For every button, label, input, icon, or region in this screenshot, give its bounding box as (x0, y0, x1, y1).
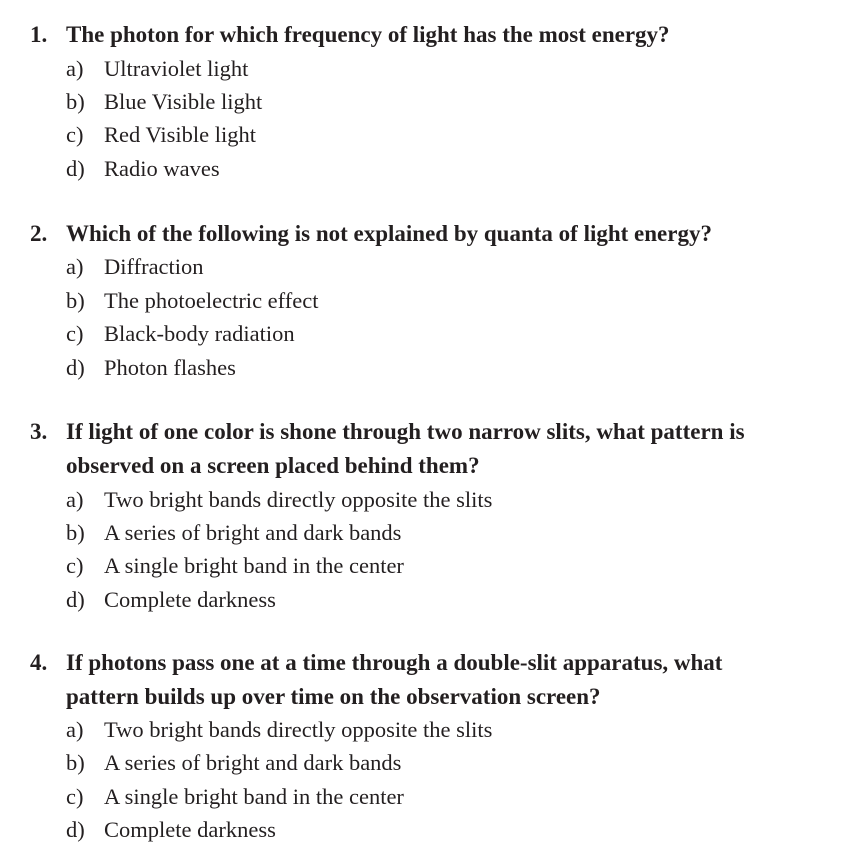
option-text: A single bright band in the center (104, 784, 404, 809)
option-letter: a) (66, 254, 84, 279)
option-text: Red Visible light (104, 122, 256, 147)
option-text: Ultraviolet light (104, 56, 249, 81)
option-text: Two bright bands directly opposite the slits (104, 717, 493, 742)
option-letter: b) (66, 750, 85, 775)
option-a (66, 250, 204, 283)
question-number: 4. (30, 650, 48, 675)
option-text: Complete darkness (104, 817, 276, 842)
option-d (66, 813, 276, 846)
option-a (66, 713, 492, 746)
option-text: Diffraction (104, 254, 204, 279)
option-text: Blue Visible light (104, 89, 263, 114)
option-letter: c) (66, 784, 84, 809)
option-letter: b) (66, 520, 85, 545)
option-letter: d) (66, 156, 85, 181)
option-text: The photoelectric effect (104, 288, 319, 313)
option-letter: a) (66, 56, 84, 81)
option-letter: a) (66, 717, 84, 742)
option-c (66, 780, 404, 813)
option-letter: c) (66, 122, 84, 147)
option-b (66, 85, 262, 118)
option-a (66, 52, 248, 85)
question-text: The photon for which frequency of light has the most energy? (66, 22, 670, 47)
option-letter: b) (66, 89, 85, 114)
option-b (66, 746, 401, 779)
question-number: 2. (30, 221, 48, 246)
question-number: 1. (30, 22, 48, 47)
option-letter: c) (66, 321, 84, 346)
question-number: 3. (30, 419, 48, 444)
option-text: Complete darkness (104, 587, 276, 612)
option-text: A series of bright and dark bands (104, 750, 402, 775)
option-letter: b) (66, 288, 85, 313)
option-text: A series of bright and dark bands (104, 520, 402, 545)
question-text: Which of the following is not explained by quanta of light energy? (66, 221, 712, 246)
option-b (66, 516, 401, 549)
question-text-line-2: pattern builds up over time on the observation screen? (66, 684, 601, 709)
option-c (66, 317, 295, 350)
option-text: Two bright bands directly opposite the slits (104, 487, 493, 512)
question-text-line-1: If photons pass one at a time through a double-slit apparatus, what (66, 650, 723, 675)
option-c (66, 549, 404, 582)
option-text: A single bright band in the center (104, 553, 404, 578)
option-d (66, 351, 236, 384)
option-a (66, 483, 492, 516)
option-c (66, 118, 256, 151)
option-letter: d) (66, 587, 85, 612)
question-text-line-1: If light of one color is shone through two narrow slits, what pattern is (66, 419, 745, 444)
option-d (66, 152, 220, 185)
option-text: Radio waves (104, 156, 220, 181)
option-letter: d) (66, 817, 85, 842)
option-letter: c) (66, 553, 84, 578)
option-text: Black-body radiation (104, 321, 295, 346)
option-text: Photon flashes (104, 355, 236, 380)
option-d (66, 583, 276, 616)
question-text-line-2: observed on a screen placed behind them? (66, 453, 480, 478)
option-b (66, 284, 318, 317)
option-letter: d) (66, 355, 85, 380)
option-letter: a) (66, 487, 84, 512)
